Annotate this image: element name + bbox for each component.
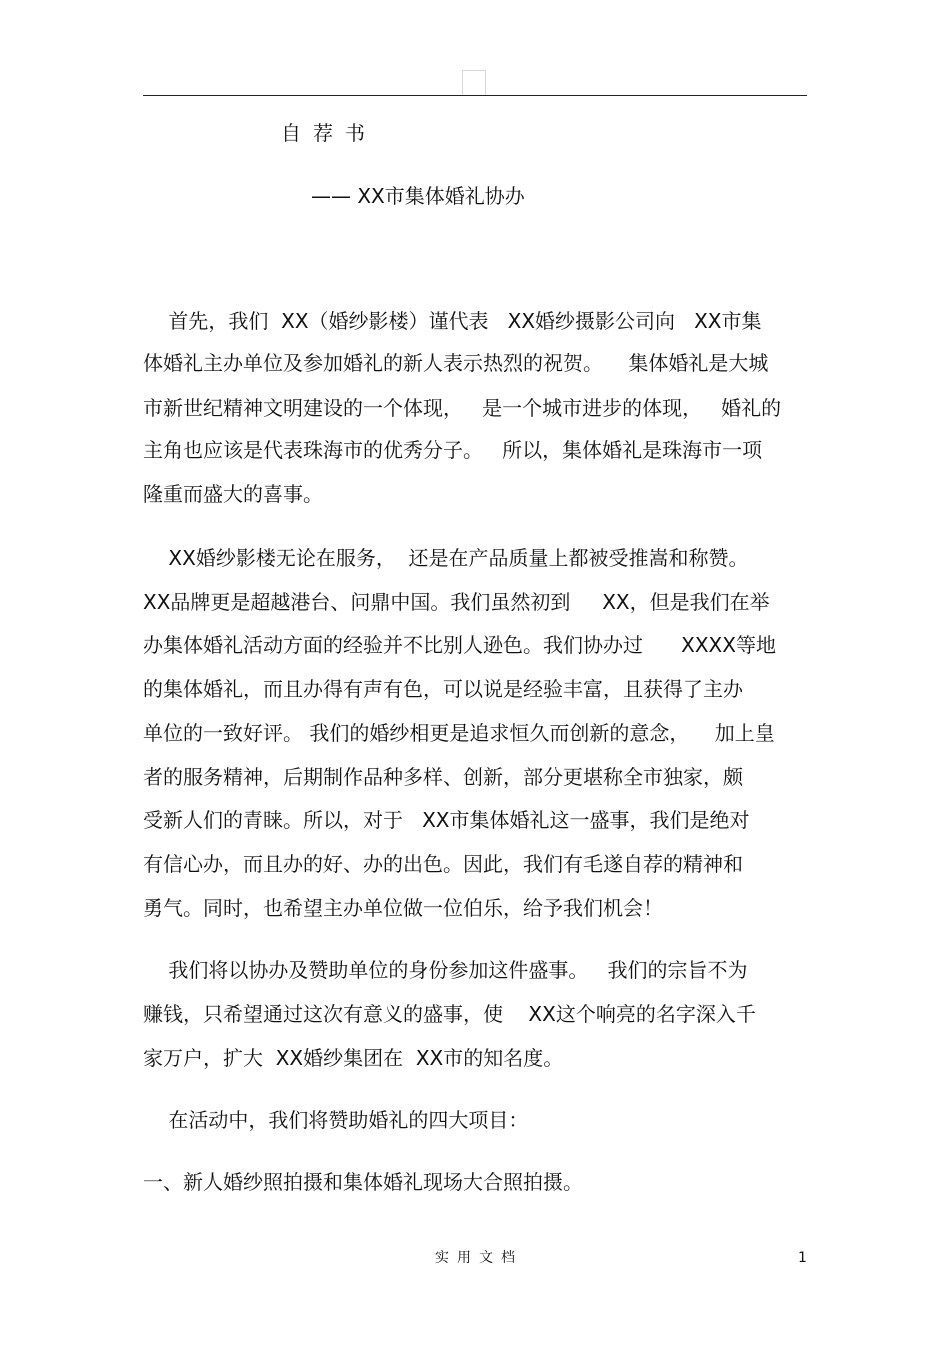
text-line: 受新人们的青睐。所以，对于 XX市集体婚礼这一盛事，我们是绝对: [143, 808, 750, 832]
text-line: XX婚纱影楼无论在服务， 还是在产品质量上都被受推嵩和称赞。: [143, 546, 749, 570]
text-line: 勇气。同时，也希望主办单位做一位伯乐，给予我们机会！: [143, 896, 663, 920]
page-number: 1: [798, 1250, 807, 1266]
text-line: 有信心办，而且办的好、办的出色。因此，我们有毛遂自荐的精神和: [143, 852, 743, 876]
header-mark: [462, 70, 486, 95]
text-line: 我们将以协办及赞助单位的身份参加这件盛事。 我们的宗旨不为: [143, 958, 748, 982]
text-line: 主角也应该是代表珠海市的优秀分子。 所以，集体婚礼是珠海市一项: [143, 438, 763, 462]
footer-label: 实用文档: [435, 1250, 523, 1266]
text-line: 家万户，扩大 XX婚纱集团在 XX市的知名度。: [143, 1046, 564, 1070]
text-line: XX品牌更是超越港台、问鼎中国。我们虽然初到 XX，但是我们在举: [143, 590, 770, 614]
text-line: 的集体婚礼，而且办得有声有色，可以说是经验丰富，且获得了主办: [143, 677, 743, 701]
text-line: 一、新人婚纱照拍摄和集体婚礼现场大合照拍摄。: [143, 1170, 583, 1194]
text-line: 在活动中，我们将赞助婚礼的四大项目：: [143, 1108, 529, 1132]
document-title: 自荐书: [281, 121, 377, 145]
text-line: 办集体婚礼活动方面的经验并不比别人逊色。我们协办过 XXXX等地: [143, 633, 776, 657]
header-rule: [143, 95, 807, 96]
text-line: 市新世纪精神文明建设的一个体现， 是一个城市进步的体现， 婚礼的: [143, 396, 782, 420]
text-line: 单位的一致好评。 我们的婚纱相更是追求恒久而创新的意念， 加上皇: [143, 721, 775, 745]
text-line: 首先，我们 XX（婚纱影楼）谨代表 XX婚纱摄影公司向 XX市集: [143, 309, 762, 333]
text-line: 隆重而盛大的喜事。: [143, 482, 323, 506]
text-line: 者的服务精神，后期制作品种多样、创新，部分更堪称全市独家，颇: [143, 765, 743, 789]
document-subtitle: —— XX市集体婚礼协办: [311, 184, 525, 208]
text-line: 赚钱，只希望通过这次有意义的盛事，使 XX这个响亮的名字深入千: [143, 1002, 756, 1026]
text-line: 体婚礼主办单位及参加婚礼的新人表示热烈的祝贺。 集体婚礼是大城: [143, 351, 769, 375]
